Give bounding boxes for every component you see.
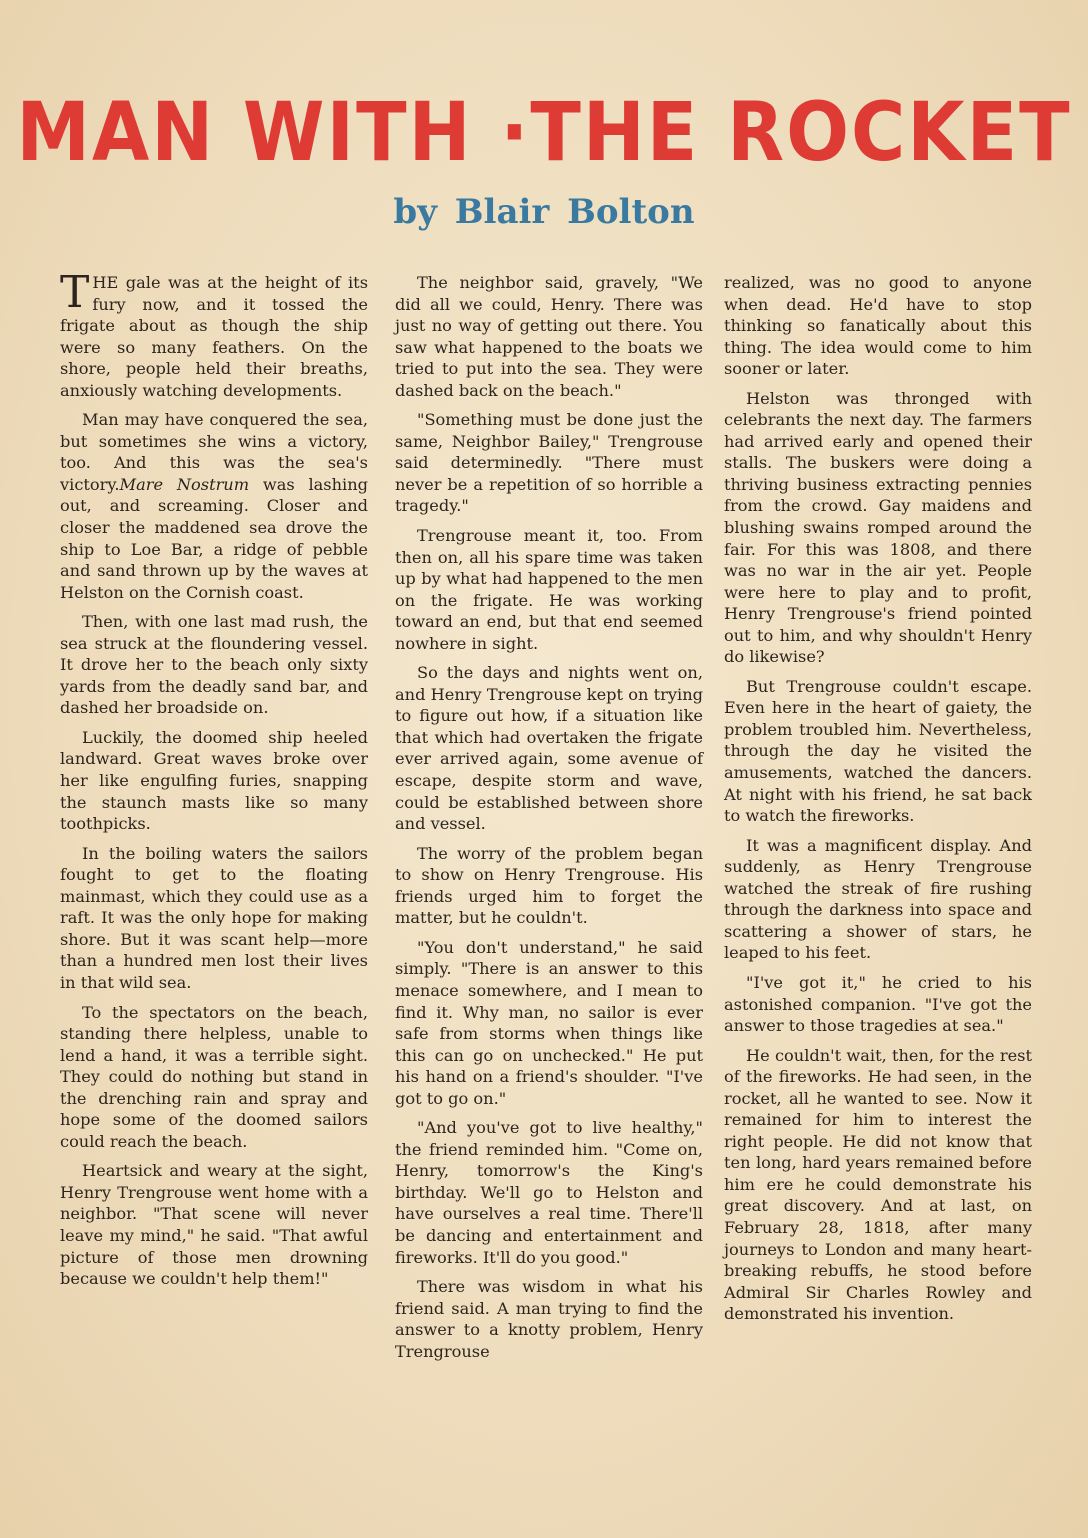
paragraph: In the boiling waters the sailors fought to get to the floating mainmast, which they could use as a raft. It was the only hope for making shore. But it was scant help—more than a hundred men lost their lives in that wild sea.: [60, 843, 368, 992]
paragraph: Then, with one last mad rush, the sea struck at the floundering vessel. It drove her to the beach only sixty yards from the deadly sand bar, and dashed her broadside on.: [60, 612, 368, 718]
paragraph: Luckily, the doomed ship heeled landward. Great waves broke over her like engulfing furies, snapping the staunch masts like so many toothpicks.: [60, 727, 368, 834]
paragraph: He couldn't wait, then, for the rest of the fireworks. He had seen, in the rocket, all he wanted to see. Now it remained for him to interest the right people. He did not know that ten long, hard years remained before him ere he could demonstrate his great discovery. And at last, on February 28, 1818, after many journeys to London and many heart-breaking rebuffs, he stood before Admiral Sir Charles Rowley and demonstrated his invention.: [724, 1045, 1032, 1324]
paragraph: The neighbor said, gravely, "We did all we could, Henry. There was just no way of getting out there. You saw what happened to the boats we tried to put into the sea. They were dashed back on the beach.": [395, 273, 703, 400]
column-3: [724, 272, 1032, 1333]
paragraph: Trengrouse meant it, too. From then on, all his spare time was taken up by what had happened to the men on the frigate. He was working toward an end, but that end seemed nowhere in sight.: [395, 526, 703, 653]
paragraph: The worry of the problem began to show on Henry Trengrouse. His friends urged him to forget the matter, but he couldn't.: [395, 843, 703, 928]
story-title: MAN WITH ·THE ROCKET: [16, 85, 1072, 180]
paragraph: THE gale was at the height of its fury now, and it tossed the frigate about as though the ship were so many feathers. On the shore, people held their breaths, anxiously watching developments.: [60, 267, 368, 400]
paragraph: Heartsick and weary at the sight, Henry Trengrouse went home with a neighbor. "That scene will never leave my mind," he said. "That awful picture of those men drowning because we couldn't help them!": [60, 1161, 368, 1289]
paragraph: "You don't understand," he said simply. "There is an answer to this menace somewhere, and I mean to find it. Why man, no sailor is ever safe from storms when things like this can go on unchecked." He put his hand on a friend's shoulder. "I've got to go on.": [395, 937, 703, 1108]
byline: by Blair Bolton: [393, 192, 695, 232]
paragraph: Man may have conquered the sea, but sometimes she wins a victory, too. And this was the sea's victory.Mare Nostrum was lashing out, and screaming. Closer and closer the maddened sea drove the ship to Loe Bar, a ridge of pebble and sand thrown up by the waves at Helston on the Cornish coast.: [60, 410, 368, 602]
paragraph: It was a magnificent display. And suddenly, as Henry Trengrouse watched the streak of fire rushing through the darkness into space and scattering a shower of stars, he leaped to his feet.: [724, 835, 1032, 963]
paragraph: "Something must be done just the same, Neighbor Bailey," Trengrouse said determinedly. "There must never be a repetition of so horrible a tragedy.": [395, 410, 703, 516]
drop-cap: T: [60, 267, 90, 318]
paragraph: realized, was no good to anyone when dead. He'd have to stop thinking so fanatically about this thing. The idea would come to him sooner or later.: [724, 273, 1032, 379]
ship-name: Mare Nostrum: [119, 474, 250, 494]
paragraph: To the spectators on the beach, standing there helpless, unable to lend a hand, it was a terrible sight. They could do nothing but stand in the drenching rain and spray and hope some of the doomed sailors could reach the beach.: [60, 1002, 368, 1151]
column-2: [395, 272, 703, 1370]
paragraph: "And you've got to live healthy," the friend reminded him. "Come on, Henry, tomorrow's the King's birthday. We'll go to Helston and have ourselves a real time. There'll be dancing and entertainment and fireworks. It'll do you good.": [395, 1118, 703, 1267]
paragraph: Helston was thronged with celebrants the next day. The farmers had arrived early and opened their stalls. The buskers were doing a thriving business extracting pennies from the crowd. Gay maidens and blushing swains romped around the fair. For this was 1808, and there was no war in the air yet. People were here to play and to profit, Henry Trengrouse's friend pointed out to him, and why shouldn't Henry do likewise?: [724, 388, 1032, 667]
paragraph: So the days and nights went on, and Henry Trengrouse kept on trying to figure out how, if a situation like that which had overtaken the frigate ever arrived again, some avenue of escape, despite storm and wave, could be established between shore and vessel.: [395, 663, 703, 834]
paragraph: "I've got it," he cried to his astonished companion. "I've got the answer to those tragedies at sea.": [724, 972, 1032, 1036]
paragraph: But Trengrouse couldn't escape. Even here in the heart of gaiety, the problem troubled him. Nevertheless, through the day he visited the amusements, watched the dancers. At night with his friend, he sat back to watch the fireworks.: [724, 676, 1032, 826]
column-1: [60, 267, 368, 1298]
paragraph: There was wisdom in what his friend said. A man trying to find the answer to a knotty problem, Henry Trengrouse: [395, 1277, 703, 1361]
